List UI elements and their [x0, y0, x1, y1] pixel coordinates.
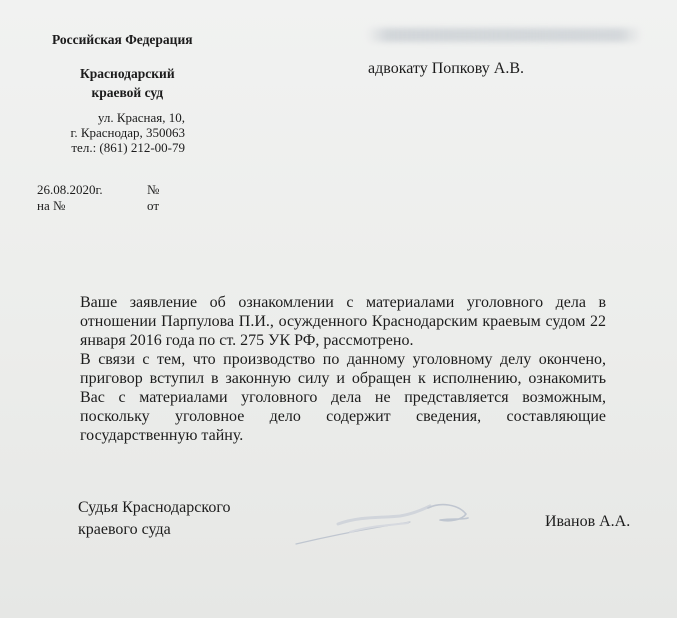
reference-date: 26.08.2020г. [37, 182, 103, 197]
reference-na-label: на № [37, 198, 66, 213]
body-paragraph-1: Ваше заявление об ознакомлении с материалами уголовного дела в отношении Парпулова П.И., осужденного Краснодарским краевым судом 22 января 2016 года по ст. 275 УК РФ, рассмотрено. [80, 294, 606, 349]
reference-num-label: № [147, 182, 160, 197]
header-court [80, 64, 175, 102]
signature-title-line1: Судья Краснодарского [78, 499, 231, 516]
address-street: ул. Красная, 10, [97, 110, 185, 125]
court-address [70, 110, 185, 155]
address-phone: тел.: (861) 212-00-79 [71, 140, 185, 155]
court-name-line2: краевой суд [91, 85, 164, 100]
redacted-text [366, 28, 642, 42]
body-paragraph-2: В связи с тем, что производство по данному уголовному делу окончено, приговор вступил в законную силу и обращен к исполнению, ознакомить Вас с материалами уголовного дела не представляется возможным, поскольку уголовное дело содержит сведения, составляющие государственную тайну. [80, 351, 606, 444]
handwritten-signature [290, 492, 480, 552]
reference-ot-label: от [147, 198, 160, 213]
reference-number-block [147, 182, 159, 214]
signatory-name: Иванов А.А. [545, 513, 631, 530]
signature-title [78, 497, 231, 541]
address-city: г. Краснодар, 350063 [70, 125, 185, 140]
court-name-line1: Краснодарский [80, 66, 175, 81]
reference-date-block [37, 182, 103, 214]
recipient: адвокату Попкову А.В. [368, 60, 524, 77]
signature-title-line2: краевого суда [78, 521, 171, 538]
letter-body [80, 293, 606, 445]
header-org: Российская Федерация [52, 32, 193, 47]
